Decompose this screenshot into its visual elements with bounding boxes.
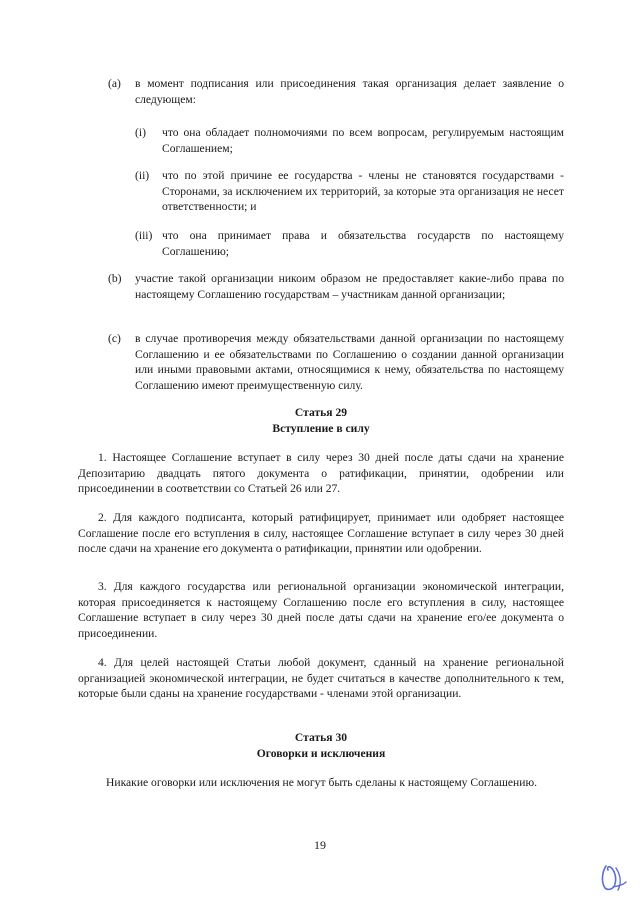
- clause-marker: (iii): [135, 229, 153, 242]
- clause-text: что она принимает права и обязательства государств по настоящему Соглашению;: [162, 229, 564, 258]
- clause-text: в случае противоречия между обязательствами данной организации по настоящему Соглашению и ее обязательствами по Соглашению о создании данной организации или иными правовыми актами, относящимися к нему, обязательства по настоящему Соглашению имеют преимущественную силу.: [135, 332, 564, 392]
- clause-marker: (b): [108, 272, 122, 285]
- article-30-paragraph: Никакие оговорки или исключения не могут быть сделаны к настоящему Соглашению.: [106, 776, 538, 789]
- article-30-title: Оговорки и исключения: [256, 747, 386, 760]
- article-29-paragraph-2: 2. Для каждого подписанта, который ратифицирует, принимает или одобряет настоящее Соглашение после его вступления в силу, настоящее Соглашение вступает в силу через 30 дней после сдачи на хранение его документа о ратификации, принятии или одобрении.: [78, 511, 564, 556]
- clause-text: что по этой причине ее государства - члены не становятся государствами - Сторонами, за исключением их территорий, за которые эта организация не несет ответственности; и: [162, 169, 564, 214]
- article-29-number: Статья 29: [294, 406, 348, 419]
- page-number: 19: [314, 838, 326, 852]
- clause-text: участие такой организации никоим образом не предоставляет какие-либо права по настоящему Соглашению государствам – участникам данной организации;: [135, 272, 564, 301]
- clause-b: [108, 271, 564, 302]
- article-29-paragraph-1: 1. Настоящее Соглашение вступает в силу через 30 дней после даты сдачи на хранение Депозитарию двадцать пятого документа о ратификации, принятии, одобрении или присоединении в соответствии со Статьей 26 или 27.: [78, 451, 564, 496]
- article-29-paragraph-3: 3. Для каждого государства или региональной организации экономической интеграции, которая присоединяется к настоящему Соглашению после его вступления в силу, настоящее Соглашение вступает в силу через 30 дней после даты сдачи на хранение его/ее документа о присоединении.: [78, 580, 564, 640]
- clause-marker: (ii): [135, 169, 150, 182]
- clause-text: что она обладает полномочиями по всем вопросам, регулируемым настоящим Соглашением;: [162, 126, 564, 155]
- clause-a: [108, 76, 564, 107]
- clause-marker: (i): [135, 126, 146, 139]
- article-29-title: Вступление в силу: [272, 422, 370, 435]
- article-29-paragraph-4: 4. Для целей настоящей Статьи любой документ, сданный на хранение региональной организацией экономической интеграции, не будет считаться в качестве дополнительного к тем, которые были сданы на хранение государствами - членами этой организации.: [78, 656, 564, 701]
- clause-text: в момент подписания или присоединения такая организация делает заявление о следующем:: [135, 77, 564, 106]
- handwritten-initial-icon: [596, 860, 630, 894]
- article-30-number: Статья 30: [294, 731, 348, 744]
- clause-iii: [135, 228, 564, 259]
- clause-marker: (c): [108, 332, 121, 345]
- clause-i: [135, 125, 564, 156]
- clause-c: [108, 331, 564, 393]
- clause-ii: [135, 168, 564, 215]
- clause-marker: (a): [108, 77, 121, 90]
